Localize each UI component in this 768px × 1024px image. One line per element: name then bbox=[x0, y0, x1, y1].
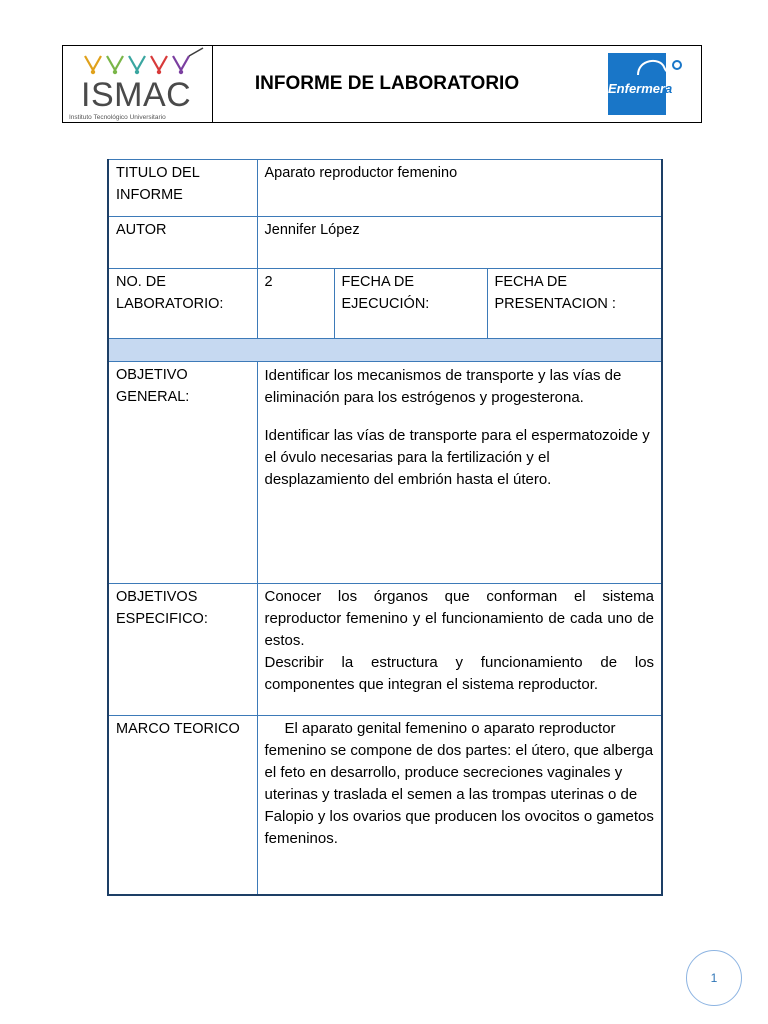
objetivos-especifico-paragraph-2: Describir la estructura y funcionamiento de los componentes que integran el sistema reproductor. bbox=[264, 654, 655, 693]
row-laboratorio bbox=[108, 269, 662, 339]
report-header bbox=[62, 45, 702, 123]
objetivos-especifico-value bbox=[257, 584, 662, 716]
objetivos-especifico-label: OBJETIVOS ESPECIFICO: bbox=[108, 584, 257, 716]
report-table bbox=[107, 159, 663, 896]
page-number: 1 bbox=[686, 950, 742, 1006]
marco-teorico-value bbox=[257, 716, 662, 895]
enfermeria-logo bbox=[601, 46, 701, 122]
row-separator bbox=[108, 339, 662, 362]
marco-teorico-label: MARCO TEORICO bbox=[108, 716, 257, 895]
no-lab-label: NO. DE LABORATORIO: bbox=[108, 269, 257, 339]
titulo-value: Aparato reproductor femenino bbox=[257, 160, 662, 217]
ismac-logo-text: ISMAC bbox=[81, 76, 192, 114]
ismac-logo bbox=[63, 46, 213, 122]
row-marco-teorico bbox=[108, 716, 662, 895]
marco-teorico-text: El aparato genital femenino o aparato reproductor femenino se compone de dos partes: el útero, que alberga el feto en desarrollo, produce secreciones vaginales y uterinas y traslada el semen a las trompas uterinas o de Falopio y los ovarios que producen los ovocitos o gametos femeninos. bbox=[264, 720, 654, 847]
row-objetivo-general bbox=[108, 362, 662, 584]
titulo-label: TITULO DEL INFORME bbox=[108, 160, 257, 217]
document-title: INFORME DE LABORATORIO bbox=[254, 73, 520, 94]
enfermeria-logo-text: Enfermer bbox=[608, 81, 666, 96]
objetivo-general-label: OBJETIVO GENERAL: bbox=[108, 362, 257, 584]
shaded-separator bbox=[108, 339, 662, 362]
row-titulo bbox=[108, 160, 662, 217]
objetivos-especifico-paragraph-1: Conocer los órganos que conforman el sistema reproductor femenino y el funcionamiento de cada uno de estos. bbox=[264, 588, 655, 649]
objetivo-general-paragraph-2: Identificar las vías de transporte para el espermatozoide y el óvulo necesarias para la fertilización y el desplazamiento del embrión hasta el útero. bbox=[264, 427, 650, 488]
row-autor bbox=[108, 217, 662, 269]
row-objetivos-especifico bbox=[108, 584, 662, 716]
fecha-presentacion-label: FECHA DE PRESENTACION : bbox=[487, 269, 662, 339]
autor-value: Jennifer López bbox=[257, 217, 662, 269]
fecha-ejecucion-label: FECHA DE EJECUCIÓN: bbox=[334, 269, 487, 339]
no-lab-value: 2 bbox=[257, 269, 334, 339]
enfermeria-logo-box bbox=[608, 53, 666, 115]
ismac-logo-subtitle: Instituto Tecnológico Universitario bbox=[69, 114, 166, 121]
objetivo-general-value bbox=[257, 362, 662, 584]
enfermeria-logo-suffix: a bbox=[665, 81, 673, 96]
autor-label: AUTOR bbox=[108, 217, 257, 269]
objetivo-general-paragraph-1: Identificar los mecanismos de transporte y las vías de eliminación para los estrógenos y progesterona. bbox=[264, 367, 622, 406]
